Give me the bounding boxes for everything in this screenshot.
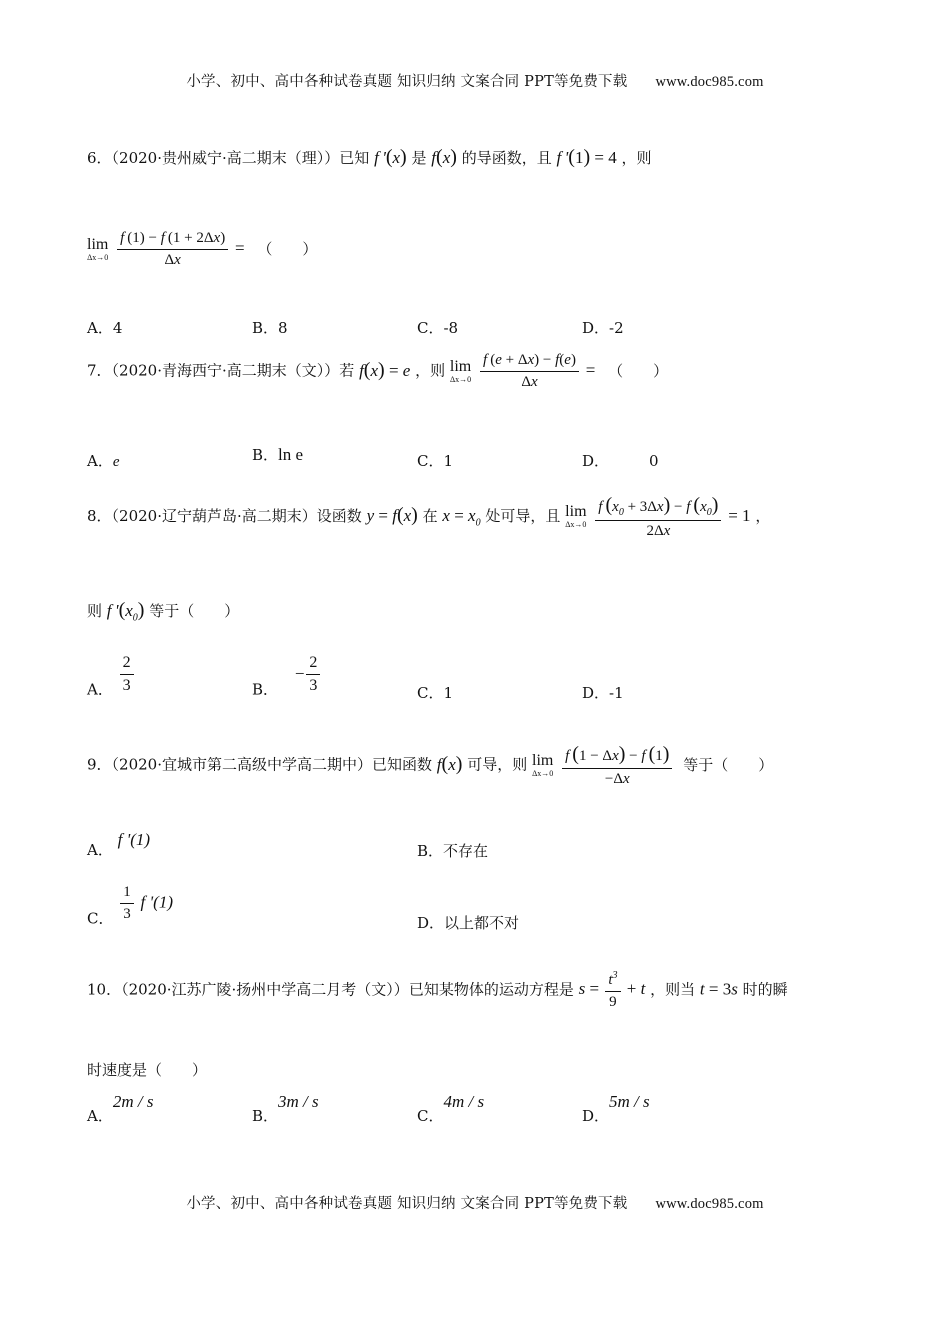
q7-text-2: ，则 bbox=[415, 361, 446, 380]
q9-fraction: $\frac{f (1 - \Delta x) - f (1)}{-\Delta x}$ bbox=[562, 743, 672, 788]
q9-option-a-text: f '(1) bbox=[117, 830, 151, 849]
q6-option-a[interactable] bbox=[87, 317, 122, 338]
q9-option-d[interactable] bbox=[417, 912, 519, 933]
q9-option-c-text: f '(1) bbox=[140, 892, 173, 912]
q9-option-a[interactable] bbox=[87, 830, 150, 860]
q10-text-4: 时速度是（ ） bbox=[87, 1061, 208, 1079]
q9-option-d-label: D． bbox=[417, 914, 445, 932]
q6-option-a-label: A． bbox=[87, 319, 113, 337]
q6-text-3: 的导函数，且 bbox=[461, 149, 552, 167]
q6-formula-fprime-1: f '(1) = 4 bbox=[556, 146, 617, 168]
q10-text-3: 时的瞬 bbox=[742, 980, 788, 999]
q8-formula-fprime-x0: f '$(x_0)$ bbox=[106, 599, 145, 624]
question-7: 7．（2020·青海西宁·高二期末（文））若 f(x) = e ，则 lim Δx→0 $\frac{f (e + \Delta x) - f(e)}{\Delta x}$ = （ ） bbox=[87, 352, 669, 390]
q6-option-d[interactable] bbox=[582, 317, 624, 338]
q9-text-3: 等于（ ） bbox=[683, 755, 774, 774]
q9-option-b[interactable] bbox=[417, 840, 488, 861]
q8-text-5: 则 bbox=[87, 602, 103, 620]
q10-formula-s: s = $\frac{t^3}{9}$ + t bbox=[578, 970, 646, 1010]
q7-number: 7． bbox=[87, 361, 112, 380]
q9-option-c-den: 3 bbox=[123, 906, 131, 922]
q6-text-2: 是 bbox=[411, 149, 427, 167]
q7-formula-f-x-e: f(x) = e bbox=[359, 358, 411, 381]
q8-option-a-den: 3 bbox=[122, 677, 131, 694]
page-footer bbox=[0, 1192, 950, 1213]
q10-option-c-text: 4m / s bbox=[443, 1092, 485, 1111]
q8-limit: lim Δx→0 bbox=[565, 503, 587, 529]
q7-option-d-text: 0 bbox=[649, 452, 659, 470]
q8-option-c-text: 1 bbox=[443, 684, 454, 702]
question-8: 8．（2020·辽宁葫芦岛·高二期末）设函数 y = f(x) 在 $x = x_0$ 处可导，且 lim Δx→0 $\frac{f (x_0 + 3\Delta x) - f (x_0)}{2\Delta x}$ = 1 ， bbox=[87, 494, 771, 539]
q10-source: （2020·江苏广陵·扬州中学高二月考（文）） bbox=[121, 980, 409, 999]
q6-limit: lim Δx→0 bbox=[87, 235, 109, 262]
q10-number: 10． bbox=[87, 980, 122, 999]
q6-text-1: 已知 bbox=[339, 149, 370, 167]
q7-option-a-label: A． bbox=[87, 452, 113, 470]
q6-limit-line: lim Δx→0 $\frac{f (1) - f (1 + 2\Delta x)}{\Delta x}$ = （ ） bbox=[87, 230, 318, 268]
q6-option-c-text: -8 bbox=[443, 319, 459, 337]
q9-option-c[interactable] bbox=[87, 884, 173, 929]
q10-option-b-text: 3m / s bbox=[278, 1092, 319, 1111]
q6-option-a-text: 4 bbox=[112, 319, 123, 337]
q8-line-2 bbox=[87, 599, 239, 623]
q10-option-a-text: 2m / s bbox=[112, 1092, 154, 1111]
header-site-link[interactable]: www.doc985.com bbox=[655, 74, 764, 90]
q8-option-d[interactable] bbox=[582, 682, 624, 703]
q6-formula-f-x: f(x) bbox=[431, 146, 457, 168]
q7-option-c-label: C． bbox=[417, 452, 444, 470]
header-text: 小学、初中、高中各种试卷真题 知识归纳 文案合同 PPT等免费下载 bbox=[186, 74, 628, 90]
q8-option-b-fraction bbox=[306, 654, 320, 695]
question-6 bbox=[87, 146, 652, 169]
q10-text-2: ，则当 bbox=[650, 980, 696, 999]
q6-answer-blank: （ ） bbox=[257, 239, 318, 258]
q9-text-2: 可导，则 bbox=[467, 755, 528, 774]
q8-option-d-label: D． bbox=[582, 684, 610, 702]
q8-option-a[interactable] bbox=[87, 654, 136, 700]
q6-option-b-text: 8 bbox=[278, 319, 288, 337]
q8-fraction: $\frac{f (x_0 + 3\Delta x) - f (x_0)}{2\Delta x}$ bbox=[595, 494, 721, 540]
q9-limit: lim Δx→0 bbox=[532, 751, 554, 778]
q6-option-c-label: C． bbox=[417, 319, 444, 337]
q9-option-d-text: 以上都不对 bbox=[444, 914, 520, 932]
q8-option-b[interactable] bbox=[252, 654, 322, 700]
q8-option-a-num: 2 bbox=[120, 654, 134, 675]
footer-site-link[interactable]: www.doc985.com bbox=[655, 1196, 764, 1212]
q8-option-b-num: 2 bbox=[306, 654, 320, 675]
q8-option-a-label: A． bbox=[87, 680, 113, 699]
q10-option-a[interactable] bbox=[87, 1092, 153, 1126]
q9-formula-f-x: f(x) bbox=[436, 752, 463, 775]
q9-option-a-label: A． bbox=[87, 841, 113, 859]
q8-option-c-label: C． bbox=[417, 684, 444, 702]
q8-text-3: 处可导，且 bbox=[485, 507, 561, 525]
q8-option-b-den: 3 bbox=[309, 677, 318, 694]
footer-text: 小学、初中、高中各种试卷真题 知识归纳 文案合同 PPT等免费下载 bbox=[186, 1196, 628, 1212]
q9-option-b-text: 不存在 bbox=[443, 842, 489, 860]
q7-option-c-text: 1 bbox=[443, 452, 454, 470]
q7-option-b[interactable] bbox=[252, 444, 303, 465]
q9-option-c-fraction bbox=[120, 884, 134, 923]
q7-source: （2020·青海西宁·高二期末（文）） bbox=[111, 361, 340, 380]
q10-formula-t: t = 3s bbox=[699, 979, 738, 999]
q6-fraction: $\frac{f (1) - f (1 + 2\Delta x)}{\Delta x}$ bbox=[117, 230, 228, 269]
q7-option-c[interactable] bbox=[417, 450, 453, 471]
q6-option-b[interactable] bbox=[252, 317, 288, 338]
q8-formula-y-fx: y = f(x) bbox=[366, 504, 418, 526]
q7-option-d-label: D． bbox=[582, 452, 610, 470]
q8-option-b-label: B． bbox=[252, 680, 279, 699]
q8-number: 8． bbox=[87, 507, 112, 525]
q8-option-b-minus: − bbox=[294, 663, 305, 683]
q7-option-a-text: e bbox=[112, 454, 120, 470]
q10-option-d[interactable] bbox=[582, 1092, 650, 1126]
q7-fraction: $\frac{f (e + \Delta x) - f(e)}{\Delta x}$ bbox=[480, 352, 579, 391]
q6-option-d-text: -2 bbox=[609, 319, 624, 337]
q8-text-1: 设函数 bbox=[316, 507, 362, 525]
q6-option-c[interactable] bbox=[417, 317, 458, 338]
q10-option-d-text: 5m / s bbox=[609, 1092, 650, 1111]
q7-option-d[interactable] bbox=[582, 450, 659, 471]
page-header bbox=[0, 70, 950, 91]
q8-source: （2020·辽宁葫芦岛·高二期末） bbox=[111, 507, 317, 525]
q7-option-a[interactable] bbox=[87, 450, 120, 471]
q8-option-d-text: -1 bbox=[609, 684, 624, 702]
question-9 bbox=[87, 743, 773, 788]
q9-text-1: 已知函数 bbox=[372, 755, 433, 774]
q10-option-c-label: C． bbox=[417, 1107, 444, 1125]
question-10 bbox=[87, 970, 788, 1011]
q8-text-2: 在 bbox=[422, 507, 438, 525]
q10-line-2 bbox=[87, 1059, 207, 1080]
q8-formula-x-x0: $x = x_0$ bbox=[442, 506, 481, 529]
q10-text-1: 已知某物体的运动方程是 bbox=[408, 980, 574, 999]
q8-option-c[interactable] bbox=[417, 682, 453, 703]
q6-option-b-label: B． bbox=[252, 319, 279, 337]
q7-answer-blank: （ ） bbox=[608, 361, 669, 380]
q10-option-b-label: B． bbox=[252, 1107, 279, 1125]
q9-option-c-label: C． bbox=[87, 909, 114, 928]
q6-number: 6． bbox=[87, 149, 112, 167]
q6-formula-fprime-x: f '(x) bbox=[374, 146, 407, 168]
q10-option-b[interactable] bbox=[252, 1092, 319, 1126]
q6-option-d-label: D． bbox=[582, 319, 610, 337]
q7-option-b-text: ln e bbox=[278, 445, 304, 464]
q9-number: 9． bbox=[87, 755, 112, 774]
q9-source: （2020·宜城市第二高级中学高二期中） bbox=[111, 755, 372, 774]
q8-text-6: 等于（ ） bbox=[149, 602, 240, 620]
q10-option-d-label: D． bbox=[582, 1107, 610, 1125]
q7-limit: lim Δx→0 bbox=[449, 357, 472, 384]
q6-text-4: ，则 bbox=[621, 149, 652, 167]
q7-option-b-label: B． bbox=[252, 446, 279, 464]
q10-option-a-label: A． bbox=[87, 1107, 113, 1125]
q9-option-b-label: B． bbox=[417, 842, 444, 860]
q10-option-c[interactable] bbox=[417, 1092, 484, 1126]
q6-source: （2020·贵州威宁·高二期末（理）） bbox=[111, 149, 340, 167]
q8-option-a-fraction bbox=[120, 654, 134, 695]
q7-text-1: 若 bbox=[339, 361, 355, 380]
q9-option-c-num: 1 bbox=[120, 884, 134, 904]
q8-text-4: ， bbox=[755, 507, 771, 525]
